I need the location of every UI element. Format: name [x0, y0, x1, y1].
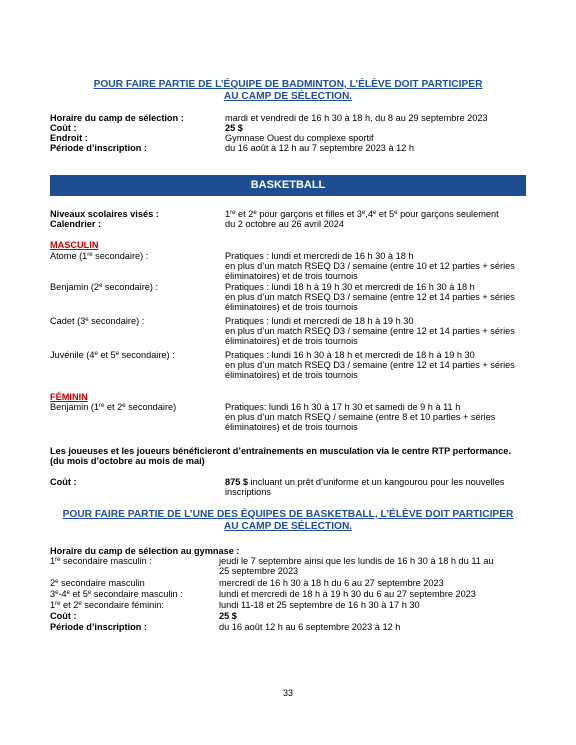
badminton-period-value: du 16 août à 12 h au 7 septembre 2023 à 12 h	[225, 143, 415, 153]
levels-label: Niveaux scolaires visés :	[50, 209, 159, 219]
badminton-heading-line2: AU CAMP DE SÉLECTION.	[223, 91, 353, 102]
basketball-cost-label: Coût :	[50, 477, 77, 487]
benjamin-f-line-1: Pratiques: lundi 16 h 30 à 17 h 30 et samedi de 9 h à 11 h	[225, 402, 461, 412]
juvenile-line-3: éliminatoires) et de trois tournois	[225, 370, 358, 380]
sel-row1-value-2: 25 septembre 2023	[219, 566, 299, 576]
sel-row4-value: lundi 11-18 et 25 septembre de 16 h 30 à 17 h 30	[219, 600, 420, 610]
badminton-heading-line1: POUR FAIRE PARTIE DE L’ÉQUIPE DE BADMINTON, L’ÉLÈVE DOIT PARTICIPER	[93, 79, 483, 90]
sel-row3-value: lundi et mercredi de 18 h à 19 h 30 du 6 au 27 septembre 2023	[219, 589, 476, 599]
benjamin-f-label: Benjamin (1re et 2e secondaire)	[50, 402, 177, 412]
atome-line-3: éliminatoires) et de trois tournois	[225, 271, 358, 281]
sel-row3-label: 3e-4e et 5e secondaire masculin :	[50, 589, 183, 599]
sel-cost-label: Coût :	[50, 611, 77, 621]
juvenile-label: Juvénile (4e et 5e secondaire) :	[50, 350, 175, 360]
benjamin-m-label: Benjamin (2e secondaire) :	[50, 282, 159, 292]
cadet-line-2: en plus d’un match RSEQ D3 / semaine (entre 12 et 14 parties + séries	[225, 326, 515, 336]
basketball-selection-heading-line2: AU CAMP DE SÉLECTION.	[223, 521, 353, 532]
page-number: 33	[282, 688, 293, 698]
sel-period-value: du 16 août 12 h au 6 septembre 2023 à 12 h	[219, 622, 401, 632]
juvenile-line-1: Pratiques : lundi 16 h 30 à 18 h et mercredi de 18 h à 19 h 30	[225, 350, 475, 360]
gym-schedule-title: Horaire du camp de sélection au gymnase :	[50, 546, 240, 556]
benjamin-f-line-2: en plus d’un match RSEQ / semaine (entre 8 et 10 parties + séries	[225, 412, 496, 422]
basketball-cost-line-1: 875 $ incluant un prêt d’uniforme et un kangourou pour les nouvelles	[225, 477, 505, 487]
musculation-line-2: (du mois d’octobre au mois de mai)	[50, 456, 205, 466]
cadet-line-3: éliminatoires) et de trois tournois	[225, 336, 358, 346]
masculin-title: MASCULIN	[50, 240, 99, 250]
sel-cost-value: 25 $	[219, 611, 237, 621]
benjamin-m-line-2: en plus d’un match RSEQ D3 / semaine (entre 12 et 14 parties + séries	[225, 292, 515, 302]
musculation-line-1: Les joueuses et les joueurs bénéficieront d’entraînements en musculation via le centre RTP performance.	[50, 446, 511, 456]
badminton-period-label: Période d’inscription :	[50, 143, 147, 153]
basketball-selection-heading-line1: POUR FAIRE PARTIE DE L’UNE DES ÉQUIPES DE BASKETBALL, L’ÉLÈVE DOIT PARTICIPER	[62, 509, 514, 520]
badminton-schedule-value: mardi et vendredi de 16 h 30 à 18 h, du 8 au 29 septembre 2023	[225, 113, 488, 123]
levels-value: 1re et 2e pour garçons et filles et 3e,4e et 5e pour garçons seulement	[225, 209, 499, 219]
badminton-cost-label: Coût :	[50, 123, 77, 133]
badminton-schedule-label: Horaire du camp de sélection :	[50, 113, 184, 123]
atome-line-1: Pratiques : lundi et mercredi de 16 h 30 à 18 h	[225, 251, 414, 261]
atome-label: Atome (1re secondaire) :	[50, 251, 149, 261]
benjamin-m-line-1: Pratiques : lundi 18 h à 19 h 30 et mercredi de 16 h 30 à 18 h	[225, 282, 475, 292]
atome-line-2: en plus d’un match RSEQ D3 / semaine (entre 10 et 12 parties + séries	[225, 261, 515, 271]
sel-row1-label: 1re secondaire masculin :	[50, 556, 152, 566]
feminin-title: FÉMININ	[50, 392, 88, 402]
benjamin-m-line-3: éliminatoires) et de trois tournois	[225, 302, 358, 312]
basketball-banner: BASKETBALL	[50, 175, 526, 196]
sel-row4-label: 1re et 2e secondaire féminin:	[50, 600, 164, 610]
badminton-location-label: Endroit :	[50, 133, 88, 143]
basketball-cost-line-2: inscriptions	[225, 487, 271, 497]
calendar-label: Calendrier :	[50, 219, 102, 229]
sel-row1-value-1: jeudi le 7 septembre ainsi que les lundis de 16 h 30 à 18 h du 11 au	[219, 556, 494, 566]
badminton-cost-value: 25 $	[225, 123, 243, 133]
sel-row2-value: mercredi de 16 h 30 à 18 h du 6 au 27 septembre 2023	[219, 578, 444, 588]
badminton-location-value: Gymnase Ouest du complexe sportif	[225, 133, 374, 143]
cadet-line-1: Pratiques : lundi et mercredi de 18 h à 19 h 30	[225, 316, 414, 326]
calendar-value: du 2 octobre au 26 avril 2024	[225, 219, 345, 229]
benjamin-f-line-3: éliminatoires) et de trois tournois	[225, 422, 358, 432]
juvenile-line-2: en plus d’un match RSEQ D3 / semaine (entre 12 et 14 parties + séries	[225, 360, 515, 370]
cadet-label: Cadet (3e secondaire) :	[50, 316, 145, 326]
sel-period-label: Période d’inscription :	[50, 622, 147, 632]
sel-row2-label: 2e secondaire masculin	[50, 578, 145, 588]
